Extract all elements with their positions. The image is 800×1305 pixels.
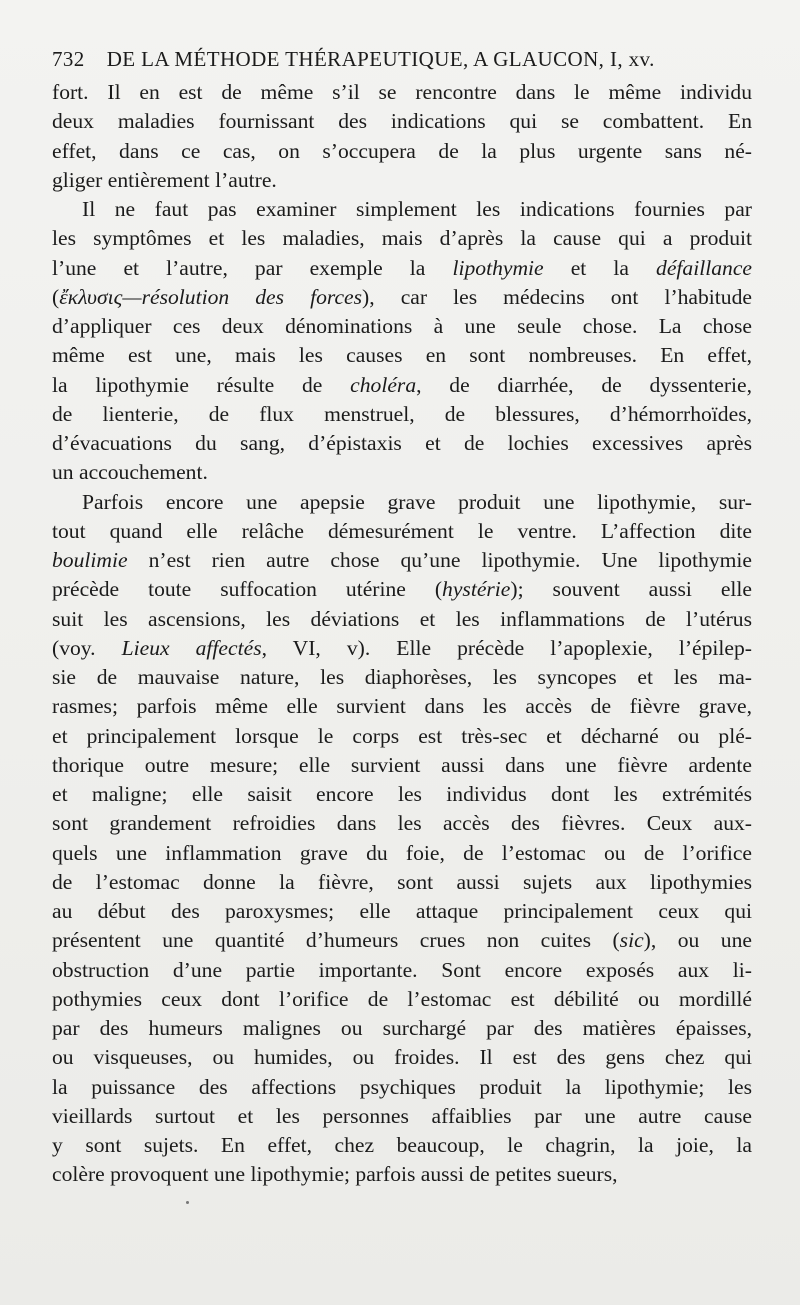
- text-run: d’appliquer ces deux dénominations à une seule chose. La chose: [52, 314, 752, 338]
- text-run: tout quand elle relâche démesurément le ventre. L’affection dite: [52, 518, 752, 543]
- text-run: et maligne; elle saisit encore les individus dont les extrémités: [52, 782, 752, 806]
- text-run: rasmes; parfois même elle survient dans les accès de fièvre grave,: [52, 694, 752, 719]
- text-run: (: [52, 284, 60, 309]
- text-line: [52, 195, 752, 224]
- text-line: [52, 78, 752, 107]
- italic-term: sic: [619, 928, 644, 953]
- text-line: [52, 224, 752, 253]
- italic-term: Lieux affectés: [121, 635, 262, 660]
- text-line: [52, 546, 752, 575]
- text-line: [52, 1102, 752, 1131]
- text-line: [52, 283, 752, 312]
- italic-term: lipothymie: [452, 255, 544, 280]
- text-run: suit les ascensions, les déviations et les inflammations de l’utérus: [52, 606, 752, 631]
- text-line: [52, 839, 752, 868]
- text-line: [52, 371, 752, 400]
- italic-term: boulimie: [52, 548, 128, 572]
- text-line: [52, 575, 752, 604]
- text-line: [52, 985, 752, 1014]
- italic-term: choléra: [350, 372, 417, 397]
- text-line: [52, 634, 752, 663]
- text-line: [52, 458, 752, 487]
- text-run: ou visqueuses, ou humides, ou froides. Il est des gens chez qui: [52, 1045, 752, 1070]
- text-run: et principalement lorsque le corps est très-sec et décharné ou plé-: [52, 723, 752, 748]
- text-line: [52, 166, 752, 195]
- text-line: [52, 137, 752, 166]
- running-title: DE LA MÉTHODE THÉRAPEUTIQUE, A GLAUCON, I, xv.: [106, 47, 655, 71]
- text-run: présentent une quantité d’humeurs crues non cuites (: [52, 928, 620, 953]
- text-run: , de diarrhée, de dyssenterie,: [416, 372, 752, 397]
- text-line: [52, 429, 752, 458]
- text-run: thorique outre mesure; elle survient aussi dans une fièvre ardente: [52, 752, 752, 777]
- text-run: la lipothymie résulte de: [52, 372, 351, 397]
- text-run: d’évacuations du sang, d’épistaxis et de lochies excessives après: [52, 431, 752, 455]
- ink-speck: [186, 1201, 189, 1204]
- text-line: [52, 254, 752, 283]
- text-run: sie de mauvaise nature, les diaphorèses, les syncopes et les ma-: [52, 665, 752, 689]
- text-run: effet, dans ce cas, on s’occupera de la plus urgente sans né-: [52, 138, 752, 163]
- text-line: [52, 312, 752, 341]
- text-line: [52, 488, 752, 517]
- italic-term: défaillance: [656, 255, 752, 280]
- text-line: [52, 107, 752, 136]
- text-line: [52, 751, 752, 780]
- text-run: obstruction d’une partie importante. Sont encore exposés aux li-: [52, 957, 752, 982]
- text-run: la puissance des affections psychiques produit la lipothymie; les: [52, 1074, 752, 1099]
- text-line: [52, 1014, 752, 1043]
- text-line: [52, 956, 752, 985]
- text-run: de lienterie, de flux menstruel, de blessures, d’hémorrhoïdes,: [52, 401, 752, 426]
- text-line: [52, 400, 752, 429]
- text-run: ), car les médecins ont l’habitude: [362, 284, 752, 309]
- text-run: précède toute suffocation utérine (: [52, 577, 443, 602]
- text-run: colère provoquent une lipothymie; parfois aussi de petites sueurs,: [52, 1162, 618, 1187]
- text-run: par des humeurs malignes ou surchargé par des matières épaisses,: [52, 1016, 752, 1040]
- italic-term: ἔκλυσις—résolution des forces: [59, 284, 363, 309]
- text-line: [52, 1073, 752, 1102]
- italic-term: hystérie: [442, 577, 511, 602]
- text-run: sont grandement refroidies dans les accès des fièvres. Ceux aux-: [52, 811, 752, 836]
- text-run: ), ou une: [643, 928, 752, 953]
- text-line: [52, 868, 752, 897]
- text-line: [52, 692, 752, 721]
- text-run: l’une et l’autre, par exemple la: [52, 255, 453, 280]
- text-line: [52, 722, 752, 751]
- text-run: deux maladies fournissant des indications qui se combattent. En: [52, 109, 752, 134]
- text-run: pothymies ceux dont l’orifice de l’estomac est débilité ou mordillé: [52, 986, 752, 1011]
- text-run: vieillards surtout et les personnes affaiblies par une autre cause: [52, 1103, 752, 1128]
- text-run: au début des paroxysmes; elle attaque principalement ceux qui: [52, 899, 752, 923]
- text-run: gliger entièrement l’autre.: [52, 167, 277, 192]
- text-line: [52, 341, 752, 370]
- page-number: 732: [52, 47, 85, 71]
- text-line: [52, 663, 752, 692]
- text-line: [52, 605, 752, 634]
- text-line: [52, 926, 752, 955]
- text-run: (voy.: [52, 635, 122, 660]
- text-run: n’est rien autre chose qu’une lipothymie. Une lipothymie: [127, 548, 752, 572]
- text-run: fort. Il en est de même s’il se rencontre dans le même individu: [52, 80, 752, 104]
- text-line: [52, 809, 752, 838]
- text-run: de l’estomac donne la fièvre, sont aussi sujets aux lipothymies: [52, 869, 752, 894]
- body-text: [52, 78, 752, 1190]
- running-header: [52, 47, 752, 77]
- text-run: un accouchement.: [52, 460, 208, 485]
- text-run: , VI, v). Elle précède l’apoplexie, l’épilep-: [261, 635, 752, 660]
- text-line: [52, 517, 752, 546]
- text-run: ); souvent aussi elle: [510, 577, 752, 602]
- text-line: [52, 1131, 752, 1160]
- text-run: et la: [543, 255, 657, 280]
- text-run: même est une, mais les causes en sont nombreuses. En effet,: [52, 343, 752, 368]
- text-line: [52, 780, 752, 809]
- text-line: [52, 1043, 752, 1072]
- text-run: Il ne faut pas examiner simplement les indications fournies par: [82, 197, 752, 221]
- text-line: [52, 897, 752, 926]
- text-run: quels une inflammation grave du foie, de l’estomac ou de l’orifice: [52, 840, 752, 865]
- text-run: y sont sujets. En effet, chez beaucoup, le chagrin, la joie, la: [52, 1133, 752, 1157]
- text-run: Parfois encore une apepsie grave produit une lipothymie, sur-: [82, 489, 752, 514]
- text-line: [52, 1160, 752, 1189]
- text-run: les symptômes et les maladies, mais d’après la cause qui a produit: [52, 226, 752, 251]
